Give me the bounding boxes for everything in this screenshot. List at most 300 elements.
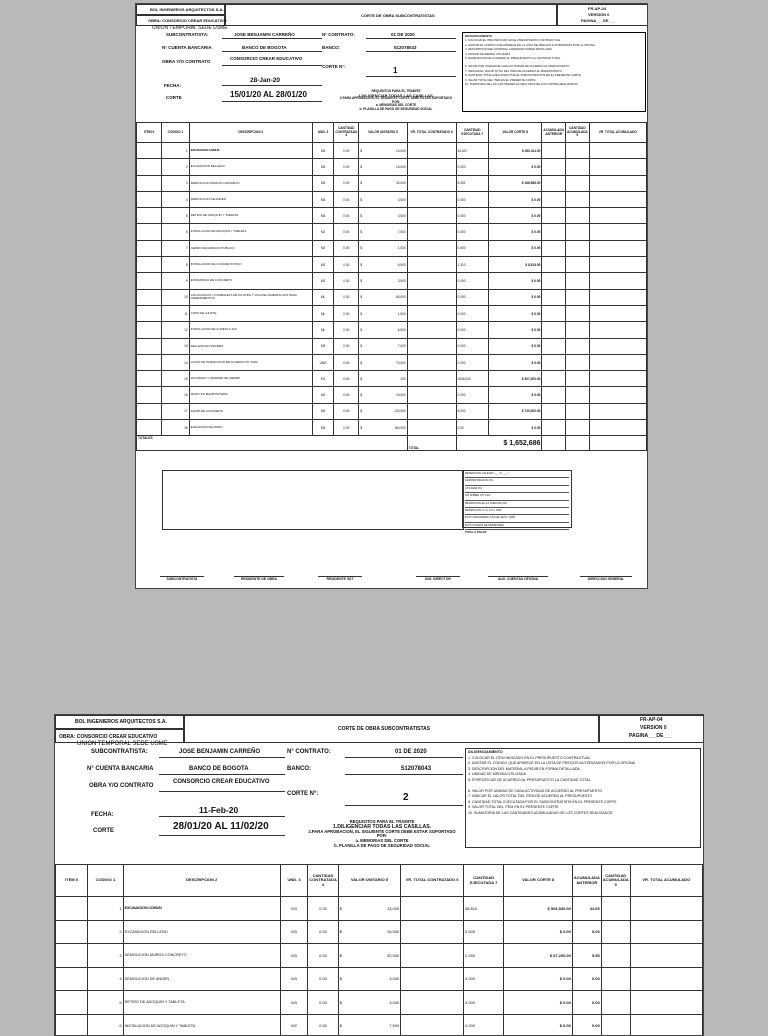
currency-symbol: $	[339, 929, 342, 935]
cell-item[interactable]: 9	[162, 273, 189, 289]
obra-contrato-field[interactable]: CONSORCIO CREAR EDUCATIVO	[230, 56, 303, 61]
unit-value: 120,000	[394, 409, 406, 414]
corte-number[interactable]: 2	[403, 792, 409, 803]
cell-unit[interactable]	[359, 371, 407, 387]
cell-item[interactable]: 5	[88, 991, 123, 1015]
cell-corte[interactable]: $ 0.00	[504, 1014, 572, 1036]
cell-empty	[401, 991, 464, 1015]
cuenta-label: N° CUENTA BANCARIA	[162, 45, 212, 50]
cell-unit[interactable]	[338, 920, 400, 944]
cell-desc[interactable]: CINTA DE AJUSTE	[189, 305, 312, 321]
cell-empty	[566, 338, 590, 354]
cell-ejec[interactable]: 38.810	[463, 897, 503, 921]
cell-und[interactable]: ML	[312, 322, 333, 338]
cell-cant[interactable]: 0.00	[308, 991, 338, 1015]
cell-desc[interactable]: EXCAVACION COMUN	[189, 143, 312, 159]
cell-empty	[601, 920, 630, 944]
cell-ejec[interactable]: 0.000	[463, 920, 503, 944]
cell-desc[interactable]: RETIRO DE ADOQUIN Y TABLETA	[123, 991, 280, 1015]
corte-n-label: CORTE N°:	[287, 791, 319, 797]
cell-empty	[137, 322, 162, 338]
cell-unit[interactable]	[359, 273, 407, 289]
note-line: 3. DESCRIPCION DEL MATERIAL A PEDIR EN FORMA DETALLADA	[468, 766, 580, 771]
cell-corte[interactable]: $ 0.00	[489, 273, 542, 289]
cell-unit[interactable]	[338, 1014, 400, 1036]
cell-acum[interactable]: 0.00	[572, 991, 601, 1015]
cell-acum[interactable]: 5.55	[572, 944, 601, 968]
cell-desc[interactable]: ESTAMPADO DE CONCRETO	[189, 273, 312, 289]
cell-ejec[interactable]: 0.000	[456, 354, 488, 370]
form-title: CORTE DE OBRA SUBCONTRATISTAS	[361, 13, 435, 18]
cell-ejec[interactable]: 1.310	[456, 257, 488, 273]
cell-corte[interactable]: $ 307,200.00	[489, 371, 542, 387]
cell-und[interactable]: M2	[280, 1014, 307, 1036]
table-row	[137, 257, 647, 273]
cell-item[interactable]: 13	[162, 338, 189, 354]
unit-value: 7,500	[389, 1023, 400, 1029]
cell-desc[interactable]: CAJAS DE INSPECCION DE ACUEDUCTO TAPA	[189, 354, 312, 370]
cell-item[interactable]: 8	[162, 257, 189, 273]
cuenta-label: N° CUENTA BANCARIA	[87, 766, 154, 772]
cell-ejec[interactable]: 0.00	[456, 420, 488, 436]
cell-desc[interactable]: RELLENO EN RECEBO	[189, 338, 312, 354]
cell-empty	[137, 273, 162, 289]
cell-ejec[interactable]: 0.000	[456, 289, 488, 305]
cell-und[interactable]: M3	[280, 991, 307, 1015]
cell-empty	[137, 387, 162, 403]
contrato-field[interactable]: 01 DE 2020	[395, 749, 427, 755]
cell-empty	[56, 1014, 88, 1036]
cell-item[interactable]: 3	[88, 944, 123, 968]
note-line: 4. UNIDAD DE MEDIDA UTILIZADA	[468, 772, 526, 777]
cell-desc[interactable]: INSTALACION DE CUNETA A 120	[189, 322, 312, 338]
cell-empty	[56, 967, 88, 991]
column-header: ACUMULADA ANTERIOR	[572, 865, 601, 897]
corte-number[interactable]: 1	[393, 66, 398, 75]
cell-empty	[542, 322, 566, 338]
cell-ejec[interactable]: 0.000	[456, 305, 488, 321]
cuenta-field[interactable]: BANCO DE BOGOTA	[189, 766, 249, 772]
signature-residente-sst[interactable]: RESIDENTE SST	[318, 576, 362, 581]
cell-item[interactable]: 4	[162, 191, 189, 207]
cell-item[interactable]: 3	[162, 175, 189, 191]
cell-desc[interactable]: EXCAVACION COMUN	[123, 897, 280, 921]
note-line: 9. VALOR TOTAL DEL ITEM EN EL PRESENTE CORTE	[468, 805, 559, 810]
cell-desc[interactable]: CERRO DE ESPACIO PUBLICO	[189, 240, 312, 256]
cell-corte[interactable]: $ 0.00	[489, 420, 542, 436]
cell-item[interactable]: 2	[162, 159, 189, 175]
column-header: CANTIDAD CONTRATADA 4	[334, 123, 359, 143]
cell-ejec[interactable]: 0.000	[463, 967, 503, 991]
cell-ejec[interactable]: 0.000	[456, 338, 488, 354]
column-header: CANTIDAD EJECUTADA 7	[463, 865, 503, 897]
cell-item[interactable]: 2	[88, 920, 123, 944]
currency-symbol: $	[360, 327, 363, 332]
cell-item[interactable]: 6	[162, 224, 189, 240]
cell-unit[interactable]	[359, 420, 407, 436]
cell-und[interactable]: M3	[312, 208, 333, 224]
cell-ejec[interactable]: 6.000	[456, 403, 488, 419]
unit-value: 3,000	[389, 999, 400, 1005]
cell-unit[interactable]	[359, 289, 407, 305]
cell-empty	[542, 143, 566, 159]
column-header: CODIGO 1	[162, 123, 189, 143]
cell-acum[interactable]: 0.00	[572, 920, 601, 944]
cell-unit[interactable]	[359, 387, 407, 403]
cell-acum[interactable]: 0.00	[572, 1014, 601, 1036]
currency-symbol: $	[360, 213, 363, 218]
cell-corte[interactable]: $ 0.00	[489, 387, 542, 403]
cell-und[interactable]: ML	[312, 305, 333, 321]
cell-empty	[601, 944, 630, 968]
cell-item[interactable]: 11	[162, 305, 189, 321]
cell-desc[interactable]: INSTALACION DE ADOQUIN Y TABLETA	[189, 224, 312, 240]
cell-cant[interactable]: 0.00	[308, 897, 338, 921]
cell-desc[interactable]: DEMOLICION MUROS CONCRETO	[123, 944, 280, 968]
cell-cant[interactable]: 0.00	[334, 354, 359, 370]
cell-empty	[56, 897, 88, 921]
cell-item[interactable]: 16	[162, 387, 189, 403]
cell-corte[interactable]: $ 0.00	[489, 338, 542, 354]
cell-desc[interactable]: MURO EN MAMPOSTERIA	[189, 387, 312, 403]
cell-cant[interactable]: 0.00	[334, 322, 359, 338]
unit-value: 30,000	[386, 952, 400, 958]
cell-ejec[interactable]: 0.000	[456, 224, 488, 240]
cell-ejec[interactable]: 0.000	[456, 208, 488, 224]
cell-empty	[407, 273, 456, 289]
cell-cant[interactable]: 0.00	[334, 289, 359, 305]
cell-item[interactable]: 6	[88, 1014, 123, 1036]
periodo-field[interactable]: 28/01/20 AL 11/02/20	[173, 821, 269, 832]
note-line: 9. VALOR TOTAL DEL ITEM EN EL PRESENTE CORTE	[465, 77, 536, 82]
signature-residente-obra[interactable]: RESIDENTE DE OBRA	[234, 576, 284, 581]
cell-desc[interactable]: DEMOLICION DE ANDEN	[123, 967, 280, 991]
cell-und[interactable]: M3	[280, 920, 307, 944]
cell-und[interactable]: KG	[312, 371, 333, 387]
cell-cant[interactable]: 0.00	[334, 191, 359, 207]
cell-cant[interactable]: 0.00	[334, 224, 359, 240]
cell-und[interactable]: M3	[312, 403, 333, 419]
cell-unit[interactable]	[338, 991, 400, 1015]
cell-cant[interactable]: 0.00	[334, 403, 359, 419]
cell-desc[interactable]: DEMOLICION DE ANDEN	[189, 191, 312, 207]
fecha-field[interactable]: 11-Feb-20	[199, 805, 239, 815]
cell-desc[interactable]: COLOCACION Y FORMALETA DE PILOTES Y VIGA DE CIMENTACION PARA CERRAMIENTOS	[189, 289, 312, 305]
cell-und[interactable]: UND	[312, 354, 333, 370]
cell-ejec[interactable]: 0.000	[456, 387, 488, 403]
signature-direccion-general[interactable]: DIRECCION GENERAL	[580, 576, 632, 581]
cell-unit[interactable]	[359, 224, 407, 240]
cell-empty	[542, 257, 566, 273]
cell-cant[interactable]: 0.00	[334, 143, 359, 159]
signature-aux-cuentas[interactable]: AUX. CUENTAS OFICINA	[488, 576, 548, 581]
column-header: CANTIDAD EJECUTADA 7	[456, 123, 488, 143]
retencion-line: RETENCION CALIDAD ( __ % ___ )	[465, 471, 569, 478]
cell-empty	[407, 305, 456, 321]
cell-empty	[137, 159, 162, 175]
cell-cant[interactable]: 0.00	[334, 338, 359, 354]
cell-und[interactable]: M3	[312, 175, 333, 191]
cell-cant[interactable]: 0.00	[334, 240, 359, 256]
cell-und[interactable]: ML	[312, 289, 333, 305]
cell-item[interactable]: 1	[162, 143, 189, 159]
cell-und[interactable]: M3	[280, 967, 307, 991]
cell-unit[interactable]	[359, 240, 407, 256]
cell-cant[interactable]: 0.00	[334, 420, 359, 436]
obra-contrato-field[interactable]: CONSORCIO CREAR EDUCATIVO	[173, 779, 270, 785]
cell-empty	[56, 920, 88, 944]
cell-ejec[interactable]: 0.000	[456, 273, 488, 289]
cell-desc[interactable]: INSTALACION DE CONCRETO PISO	[189, 257, 312, 273]
cell-corte[interactable]: $ 0.00	[504, 920, 572, 944]
cell-empty	[566, 273, 590, 289]
cell-empty	[589, 354, 646, 370]
cell-item[interactable]: 10	[162, 289, 189, 305]
cell-cant[interactable]: 0.00	[334, 175, 359, 191]
cell-empty	[566, 322, 590, 338]
cell-ejec[interactable]: 0.000	[463, 991, 503, 1015]
cell-empty	[630, 897, 702, 921]
cell-unit[interactable]	[359, 208, 407, 224]
unit-value: 200	[400, 376, 406, 381]
cell-und[interactable]: M2	[312, 257, 333, 273]
cell-cant[interactable]: 0.00	[334, 371, 359, 387]
cell-corte[interactable]: $ 0.00	[489, 159, 542, 175]
cell-empty	[589, 273, 646, 289]
cuenta-field[interactable]: BANCO DE BOGOTA	[242, 45, 287, 50]
retenciones-box	[462, 470, 572, 535]
cell-corte[interactable]: $ 0.00	[489, 208, 542, 224]
cell-und[interactable]: M3	[312, 338, 333, 354]
column-header: UND. 3	[312, 123, 333, 143]
cell-unit[interactable]	[359, 257, 407, 273]
cell-empty	[566, 240, 590, 256]
cell-ejec[interactable]: 5.552	[456, 175, 488, 191]
cell-item[interactable]: 12	[162, 322, 189, 338]
form-code: FR-AP-04	[640, 717, 663, 723]
cell-desc[interactable]: FIGURADO Y AMARRE DE HIERRO	[189, 371, 312, 387]
cell-empty	[630, 967, 702, 991]
cell-desc[interactable]: INSTALACION DE ADOQUIN Y TABLETA	[123, 1014, 280, 1036]
note-line: 10. SUMATORIA DE LAS CANTIDADES ACUMULADAS DE LOS CORTES REALIZADOS	[468, 810, 613, 815]
cell-ejec[interactable]: 0.000	[456, 191, 488, 207]
cell-cant[interactable]: 0.00	[334, 257, 359, 273]
form-page: PAGINA___DE___	[581, 18, 616, 23]
cell-item[interactable]: 1	[88, 897, 123, 921]
cell-unit[interactable]	[338, 967, 400, 991]
cell-item[interactable]: 7	[162, 240, 189, 256]
cell-unit[interactable]	[338, 897, 400, 921]
unit-value: 15,000	[395, 393, 406, 398]
cell-corte[interactable]: $ 166,566.00	[489, 175, 542, 191]
cell-cant[interactable]: 0.00	[334, 305, 359, 321]
requisito-line: 2.PARA APROBACION, EL SIGUIENTE CORTE DEBE ESTAR SOPORTADO POR:	[339, 96, 453, 104]
cell-empty	[601, 991, 630, 1015]
obra-name: OBRA: CONSORCIO CREAR EDUCATIVO	[59, 734, 158, 740]
currency-symbol: $	[360, 279, 363, 284]
cell-ejec[interactable]: 34.647	[456, 143, 488, 159]
cell-empty	[566, 387, 590, 403]
cell-cant[interactable]: 0.00	[308, 944, 338, 968]
cell-empty	[601, 897, 630, 921]
table-row	[137, 240, 647, 256]
cell-unit[interactable]	[359, 403, 407, 419]
cell-unit[interactable]	[359, 322, 407, 338]
cell-empty	[589, 305, 646, 321]
cell-cant[interactable]: 0.00	[334, 159, 359, 175]
unit-value: 16,000	[395, 164, 406, 169]
cell-item[interactable]: 18	[162, 420, 189, 436]
table-row	[137, 208, 647, 224]
banco-field[interactable]: 512078043	[401, 766, 432, 772]
note-line: 6. VALOR POR UNIDAD DE CADA ACTIVIDAD DE ACUERDO AL PRESUPUESTO	[465, 64, 570, 69]
retencion-line: UTILIDAD 0%	[465, 486, 569, 493]
cell-desc[interactable]: ZARPA DE CONCRETO	[189, 403, 312, 419]
retencion-line: RETENCION EN LA FUENTE (2%)	[465, 501, 569, 508]
totales-label: TOTALES	[137, 436, 408, 451]
cell-corte[interactable]: $ 450,411.00	[489, 143, 542, 159]
table-row	[137, 224, 647, 240]
cell-corte[interactable]: $ 0.00	[489, 191, 542, 207]
cell-unit[interactable]	[359, 338, 407, 354]
cell-unit[interactable]	[359, 191, 407, 207]
note-line: 5. ESPECIFICAR DE ACUERDO AL PRESUPUESTO LA CANTIDAD TOTAL	[465, 56, 561, 61]
cell-empty	[566, 143, 590, 159]
cell-unit[interactable]	[359, 175, 407, 191]
subcontratista-field[interactable]: JOSE BENJAMIN CARREÑO	[234, 32, 295, 37]
signature-ing-director[interactable]: ING. DIRECTOR	[416, 576, 460, 581]
cell-item[interactable]: 17	[162, 403, 189, 419]
cell-empty	[542, 420, 566, 436]
cell-empty	[137, 257, 162, 273]
cell-cant[interactable]: 0.00	[308, 1014, 338, 1036]
cell-item[interactable]: 15	[162, 371, 189, 387]
cell-ejec[interactable]: 0.000	[463, 1014, 503, 1036]
column-header: VALOR CORTE 8	[489, 123, 542, 143]
cell-cant[interactable]: 0.00	[334, 273, 359, 289]
cell-corte[interactable]: $ 720,000.00	[489, 403, 542, 419]
cell-cant[interactable]: 0.00	[334, 208, 359, 224]
cell-corte[interactable]: $ 0.00	[489, 224, 542, 240]
table-row	[137, 322, 647, 338]
cell-empty	[589, 224, 646, 240]
cell-corte[interactable]: $ 0.00	[489, 240, 542, 256]
cell-cant[interactable]: 0.00	[308, 967, 338, 991]
subcontratista-field[interactable]: JOSE BENJAMIN CARREÑO	[179, 749, 261, 755]
cell-empty	[542, 387, 566, 403]
cell-und[interactable]: M3	[312, 191, 333, 207]
cell-empty	[137, 224, 162, 240]
diligenciamiento-box	[465, 748, 701, 848]
cell-und[interactable]: M2	[312, 387, 333, 403]
table-row	[137, 354, 647, 370]
note-line: 7. INDICAR EL VALOR TOTAL DEL ITEM DE ACUERDO AL PRESUPUESTO	[465, 68, 562, 73]
cell-und[interactable]: M3	[280, 897, 307, 921]
unit-value: 1,500	[397, 311, 406, 316]
table-row	[56, 944, 703, 968]
observaciones-box[interactable]	[162, 470, 464, 530]
cell-corte[interactable]: $ 67,200.00	[504, 944, 572, 968]
cell-ejec[interactable]: 0.000	[456, 240, 488, 256]
cell-empty	[407, 191, 456, 207]
table-row	[137, 289, 647, 305]
column-header: VALOR UNITARIO 5	[359, 123, 407, 143]
table-row	[137, 338, 647, 354]
cell-und[interactable]: M3	[312, 420, 333, 436]
diligenciamiento-title: DILIGENCIAMIENTO	[468, 750, 503, 754]
periodo-field[interactable]: 15/01/20 AL 28/01/20	[230, 90, 307, 99]
cell-item[interactable]: 14	[162, 354, 189, 370]
cell-unit[interactable]	[359, 159, 407, 175]
cell-item[interactable]: 4	[88, 967, 123, 991]
cell-desc[interactable]: EXCAVACION RELLENO	[189, 159, 312, 175]
cell-cant[interactable]: 0.00	[334, 387, 359, 403]
cell-corte[interactable]: $ 0.00	[489, 354, 542, 370]
column-header: VR. TOTAL CONTRATADO 6	[407, 123, 456, 143]
cell-empty	[407, 240, 456, 256]
table-row	[137, 175, 647, 191]
currency-symbol: $	[339, 1023, 342, 1029]
cell-unit[interactable]	[359, 354, 407, 370]
currency-symbol: $	[360, 230, 363, 235]
unit-value: 6,500	[397, 262, 406, 267]
cell-empty	[401, 944, 464, 968]
cell-unit[interactable]	[359, 143, 407, 159]
cell-empty	[589, 143, 646, 159]
cell-corte[interactable]: $ 504,530.00	[504, 897, 572, 921]
cell-desc[interactable]: DEMOLICION MUROS CONCRETO	[189, 175, 312, 191]
contrato-label: N° CONTRATO:	[322, 32, 355, 37]
signature-subcontratista[interactable]: SUBCONTRATISTA	[160, 576, 204, 581]
cell-unit[interactable]	[338, 944, 400, 968]
cell-corte[interactable]: $ 8,515.00	[489, 257, 542, 273]
cell-cant[interactable]: 0.00	[308, 920, 338, 944]
cell-corte[interactable]: $ 0.00	[489, 322, 542, 338]
cell-ejec[interactable]: 0.000	[456, 159, 488, 175]
contrato-field[interactable]: 01 DE 2020	[391, 32, 415, 37]
cell-unit[interactable]	[359, 305, 407, 321]
cell-corte[interactable]: $ 0.00	[489, 289, 542, 305]
cell-empty	[630, 944, 702, 968]
contrato-label: N° CONTRATO:	[287, 749, 331, 755]
cell-ejec[interactable]: 1536.000	[456, 371, 488, 387]
cell-empty	[589, 175, 646, 191]
banco-field[interactable]: 512078043	[394, 45, 417, 50]
cell-corte[interactable]: $ 0.00	[504, 991, 572, 1015]
cell-item[interactable]: 5	[162, 208, 189, 224]
cell-und[interactable]: M3	[312, 159, 333, 175]
cell-und[interactable]: M2	[312, 273, 333, 289]
cell-corte[interactable]: $ 0.00	[504, 967, 572, 991]
cell-corte[interactable]: $ 0.00	[489, 305, 542, 321]
cell-desc[interactable]: ELEVACION DE MURO	[189, 420, 312, 436]
cell-ejec[interactable]: 0.000	[456, 322, 488, 338]
cell-und[interactable]: M3	[312, 143, 333, 159]
cell-desc[interactable]: RETIRO DE ADOQUIN Y TABLETA	[189, 208, 312, 224]
cell-acum[interactable]: 0.00	[572, 967, 601, 991]
note-line: 2. ANOTAR EL CODIGO QUE APARECE EN LA LISTA DE PRECIOS AUTORIZADOS POR LA OFICINA	[468, 761, 635, 766]
form-code: FR-AP-04	[588, 6, 607, 11]
form-title: CORTE DE OBRA SUBCONTRATISTAS	[338, 726, 431, 732]
cell-und[interactable]: M3	[280, 944, 307, 968]
fecha-field[interactable]: 28-Jan-20	[250, 77, 280, 84]
column-header: VR. TOTAL ACUMULADO	[630, 865, 702, 897]
cell-ejec[interactable]: 2.240	[463, 944, 503, 968]
cell-und[interactable]: M2	[312, 224, 333, 240]
cell-acum[interactable]: 34.65	[572, 897, 601, 921]
cell-und[interactable]: M2	[312, 240, 333, 256]
cell-desc[interactable]: EXCAVACION RELLENO	[123, 920, 280, 944]
